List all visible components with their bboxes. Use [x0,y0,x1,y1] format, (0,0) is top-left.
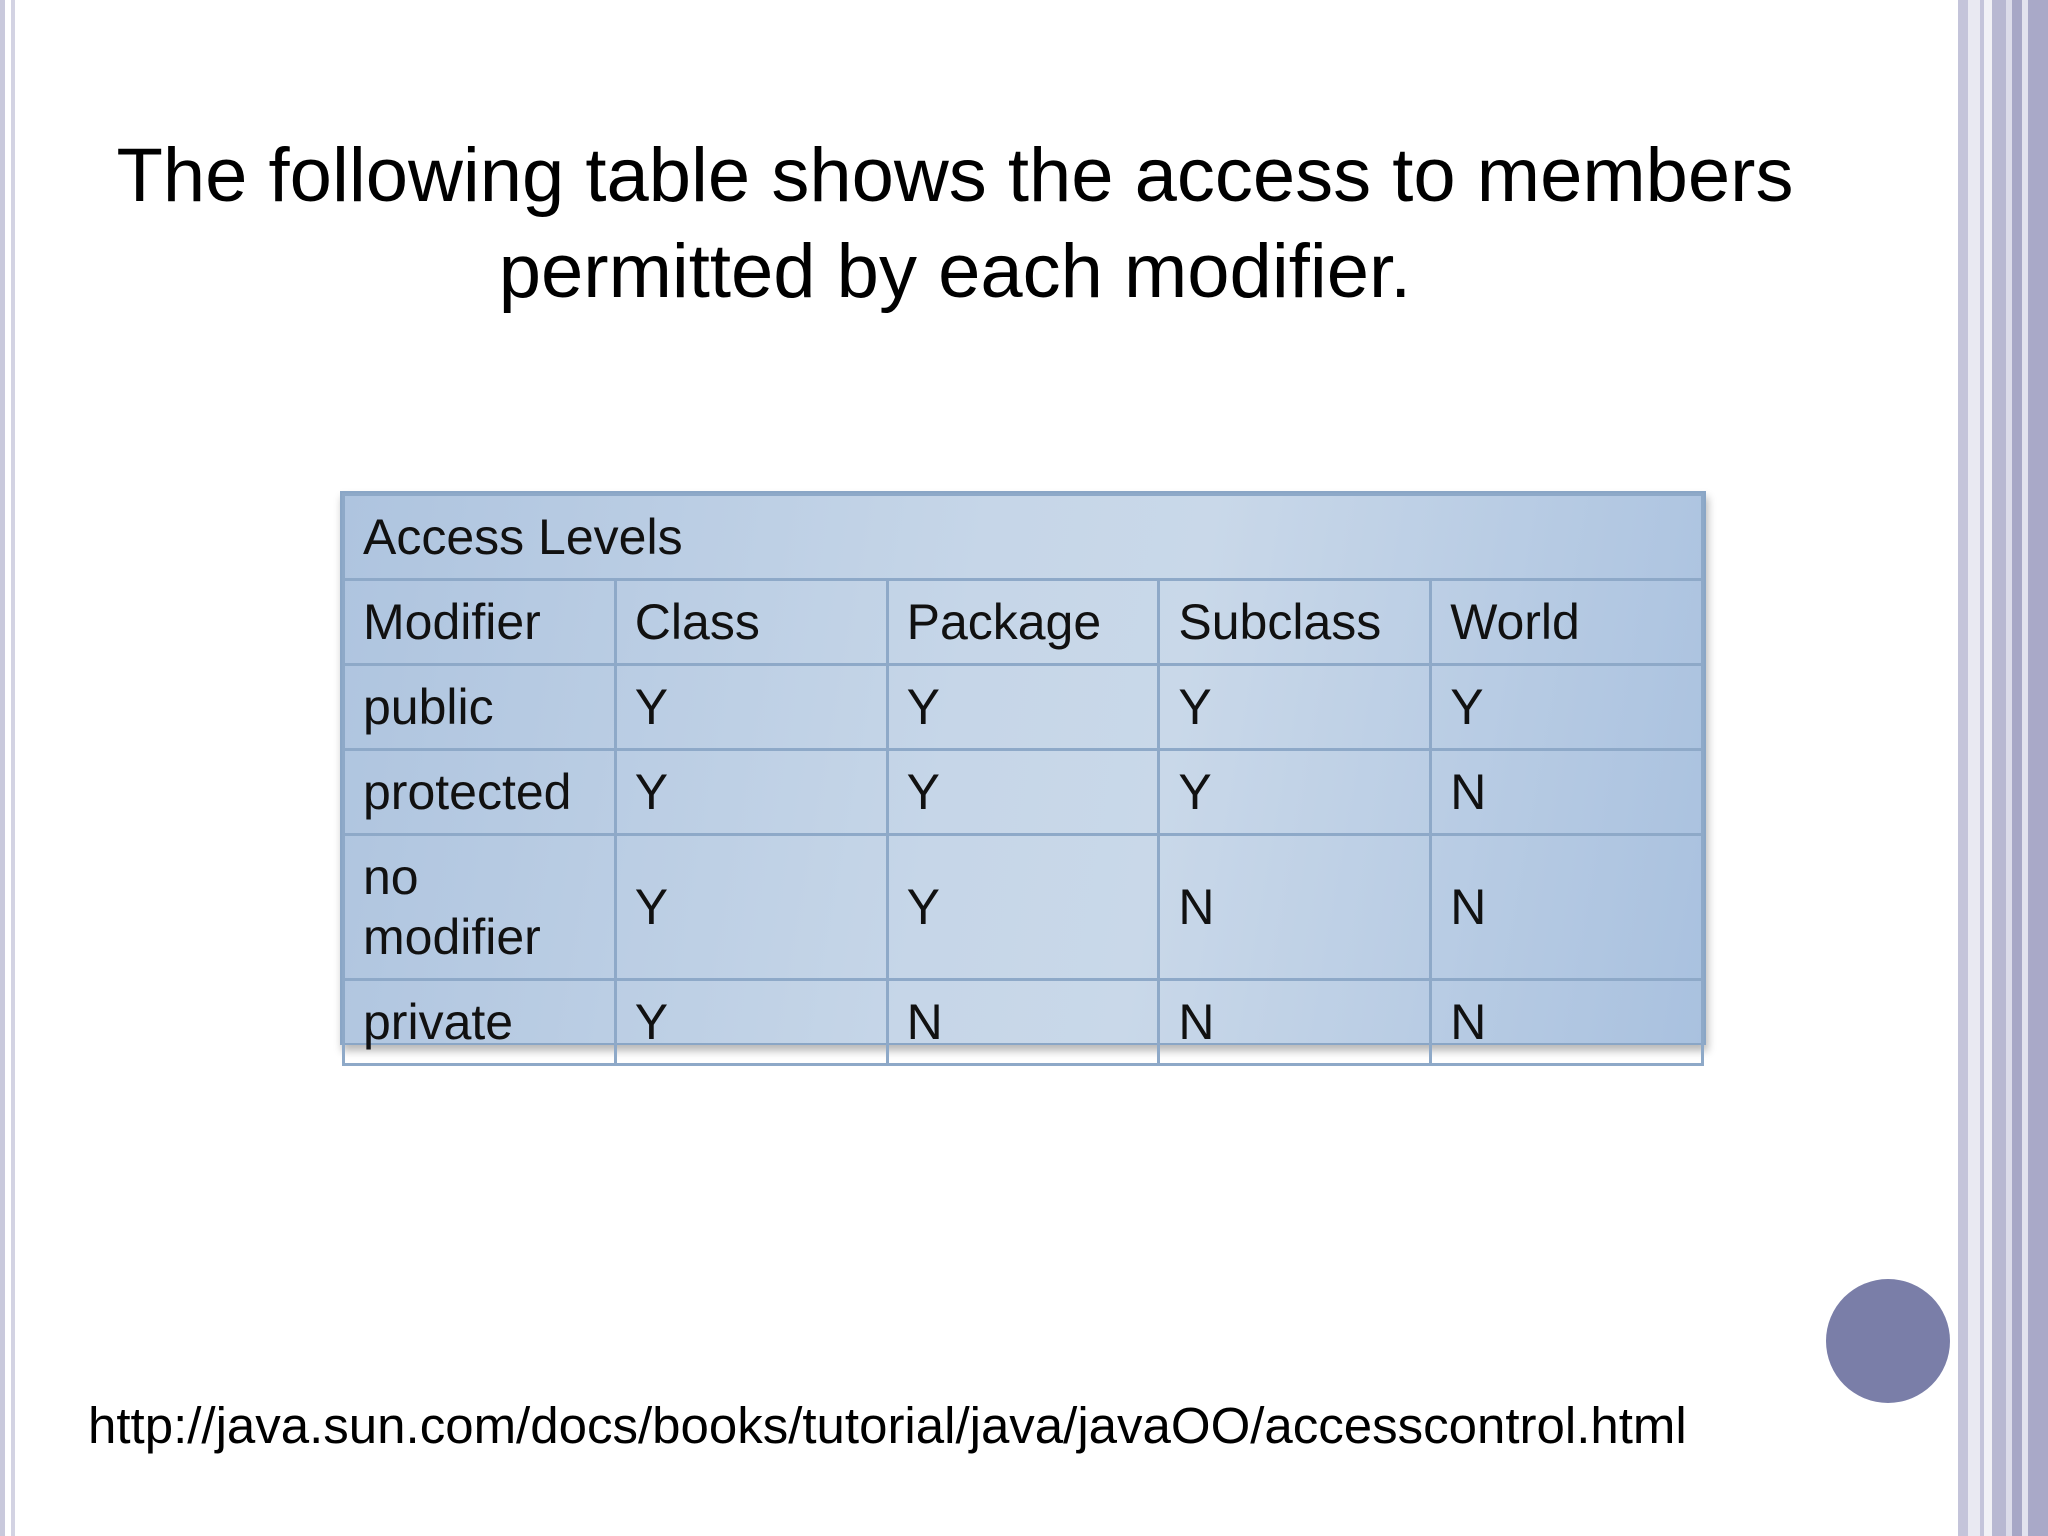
source-link[interactable]: http://java.sun.com/docs/books/tutorial/java/javaOO/accesscontrol.html [88,1397,1687,1454]
table-cell: Y [615,750,887,835]
table-header-row [344,580,1703,665]
table-row [344,980,1703,1065]
table-cell: N [887,980,1159,1065]
table-cell: Y [887,665,1159,750]
table-cell: Y [615,835,887,980]
access-table [342,493,1704,1066]
table-cell: Y [887,835,1159,980]
table-cell: N [1159,835,1431,980]
header-cell: Subclass [1159,580,1431,665]
right-decor-stripe [1958,0,1968,1536]
table-cell: Y [887,750,1159,835]
table-cell: N [1159,980,1431,1065]
decorative-circle-icon [1826,1279,1950,1403]
table-row [344,665,1703,750]
table-cell: Y [615,665,887,750]
table-row [344,750,1703,835]
header-cell: Class [615,580,887,665]
table-cell: public [344,665,616,750]
table-cell: Y [1431,665,1703,750]
right-decor-stripe [2028,0,2048,1536]
access-levels-table [340,491,1706,1050]
slide-title: The following table shows the access to members permitted by each modifier. [116,133,1794,314]
left-border-line [11,0,15,1536]
table-cell: N [1431,750,1703,835]
table-cell: no modifier [344,835,616,980]
right-decor-stripe [1984,0,1992,1536]
table-cell: N [1431,980,1703,1065]
header-cell: Modifier [344,580,616,665]
right-decor-stripe [1992,0,2006,1536]
table-caption: Access Levels [344,495,1703,580]
table-cell: Y [1159,665,1431,750]
header-cell: World [1431,580,1703,665]
table-cell: Y [1159,750,1431,835]
table-body [344,495,1703,1065]
table-cell: N [1431,835,1703,980]
right-decor-stripe [1968,0,1980,1536]
right-decor-stripe [2012,0,2022,1536]
header-cell: Package [887,580,1159,665]
table-caption-row [344,495,1703,580]
table-cell: Y [615,980,887,1065]
table-cell: private [344,980,616,1065]
left-border-line [0,0,5,1536]
table-cell: protected [344,750,616,835]
table-row [344,835,1703,980]
